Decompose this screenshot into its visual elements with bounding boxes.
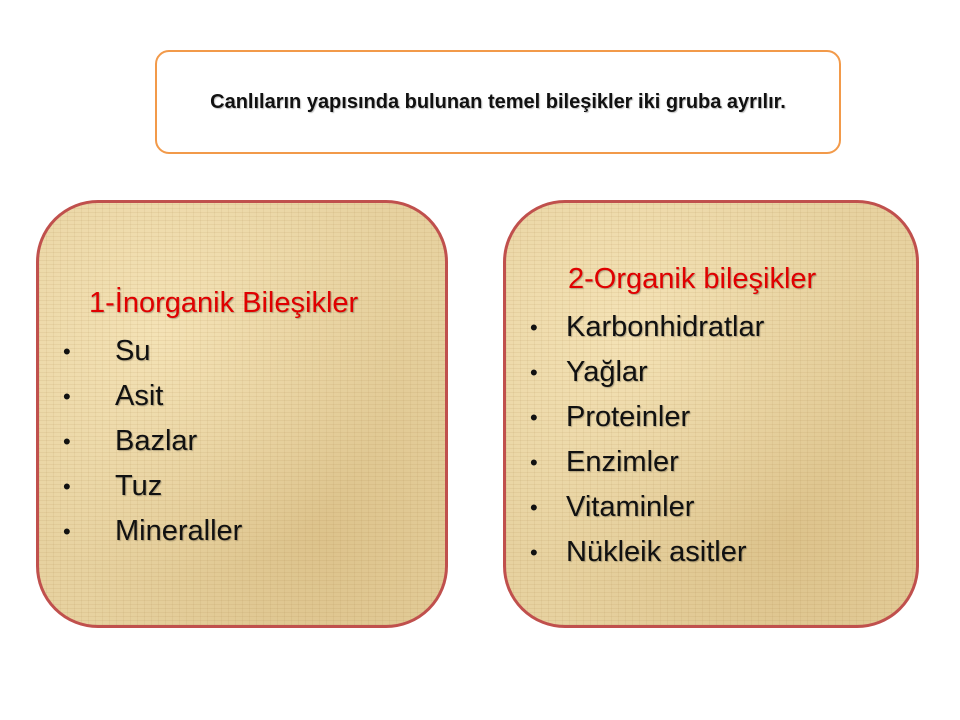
list-item-label: Enzimler [566,446,679,478]
list-item-label: Proteinler [566,401,691,433]
bullet-icon: • [63,519,71,544]
bullet-icon: • [63,384,71,409]
bullet-icon: • [530,315,538,340]
inorganic-compounds-title: 1-İnorganik Bileşikler [89,287,359,319]
bullet-icon: • [63,429,71,454]
bullet-icon: • [63,474,71,499]
bullet-icon: • [530,540,538,565]
intro-text-box [155,50,841,154]
organic-compounds-title: 2-Organik bileşikler [568,263,817,295]
list-item-label: Karbonhidratlar [566,311,765,343]
list-item-label: Nükleik asitler [566,536,747,568]
organic-compounds-card [503,200,919,628]
inorganic-compounds-card [36,200,448,628]
intro-text: Canlıların yapısında bulunan temel bileşikler iki gruba ayrılır. [210,91,786,113]
bullet-icon: • [530,495,538,520]
bullet-icon: • [63,339,71,364]
list-item-label: Yağlar [566,356,648,388]
list-item-label: Tuz [115,470,163,502]
list-item-label: Bazlar [115,425,198,457]
list-item-label: Su [115,335,151,367]
bullet-icon: • [530,360,538,385]
list-item-label: Mineraller [115,515,243,547]
list-item-label: Asit [115,380,164,412]
list-item-label: Vitaminler [566,491,695,523]
bullet-icon: • [530,405,538,430]
bullet-icon: • [530,450,538,475]
